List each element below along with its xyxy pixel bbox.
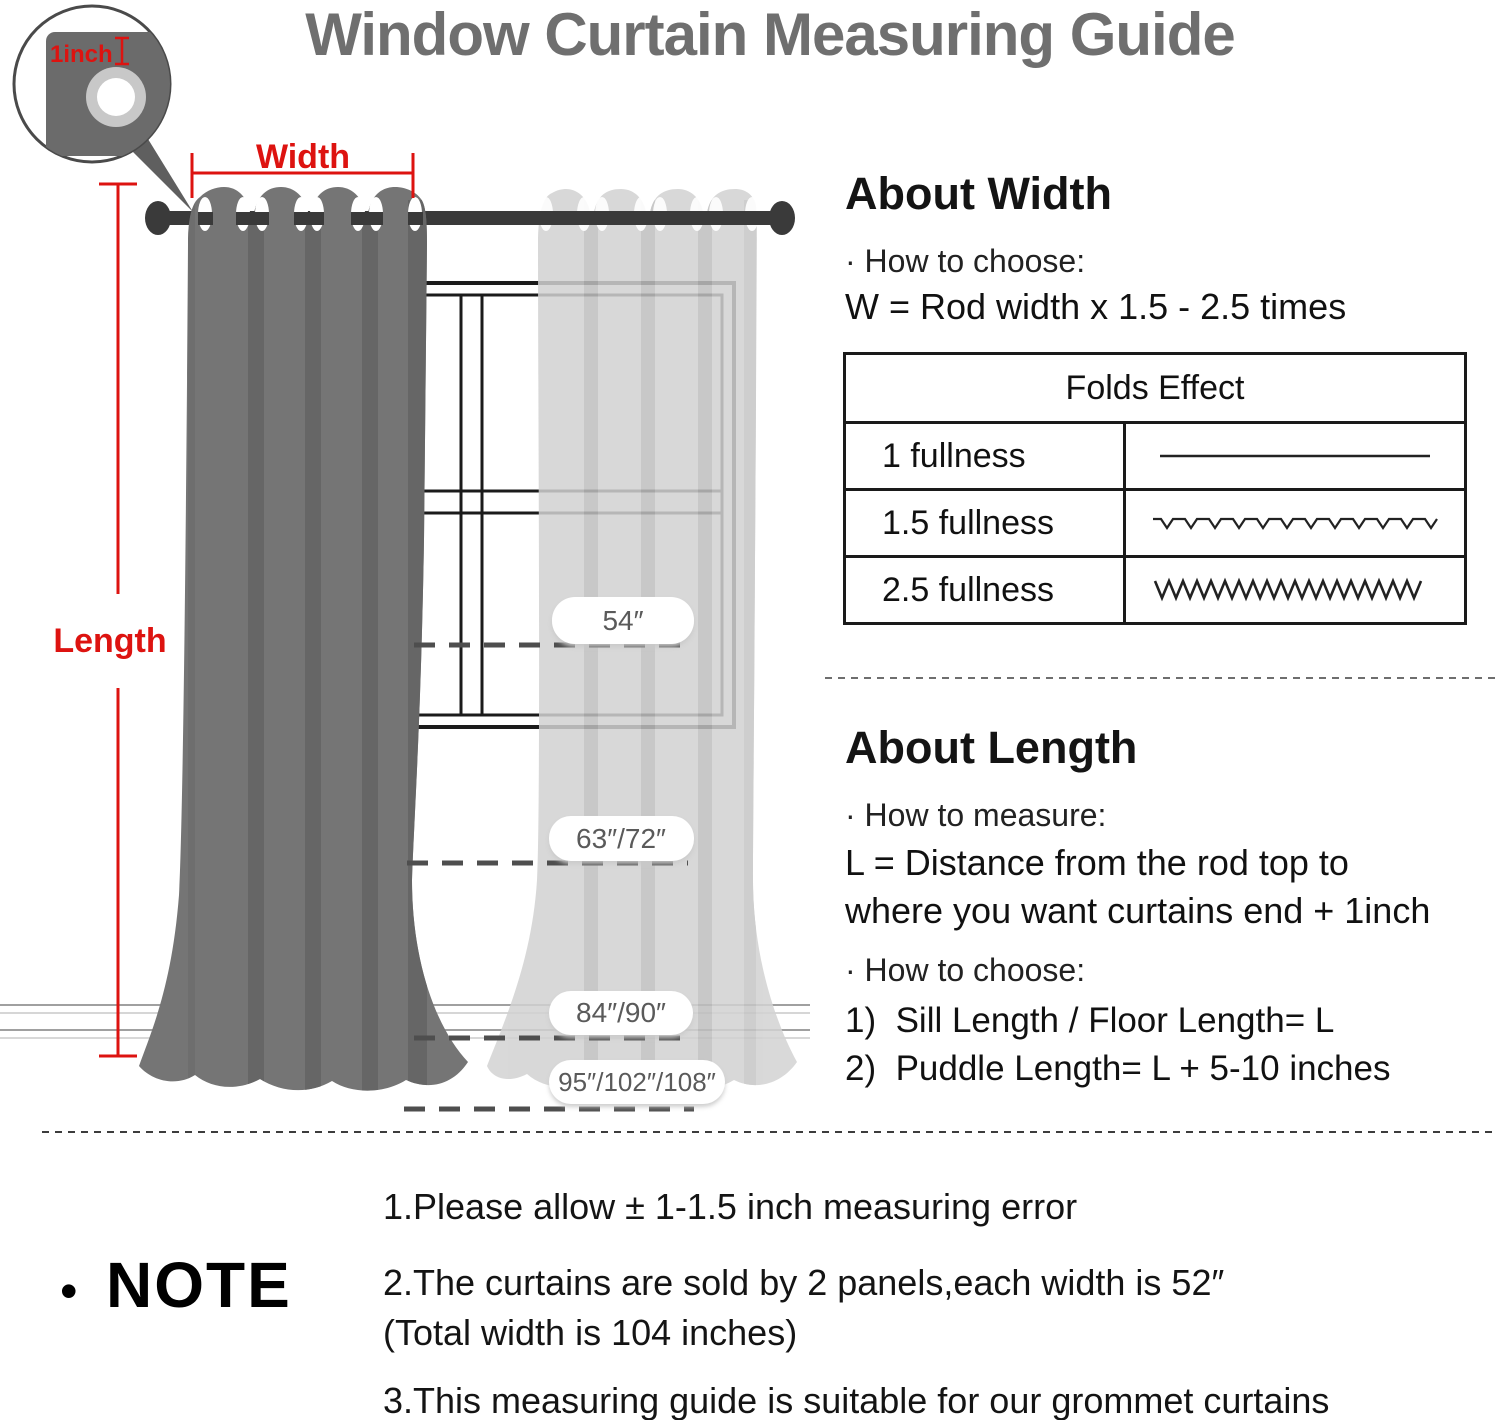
length-label: Length (53, 622, 167, 660)
note-item-2: 2.The curtains are sold by 2 panels,each width is 52″ (383, 1262, 1225, 1303)
fold-line-wavy (1126, 491, 1464, 555)
about-length-heading: About Length (845, 722, 1138, 773)
rod-finial-left (145, 201, 171, 235)
page-title: Window Curtain Measuring Guide (305, 1, 1235, 68)
length-option-2: 2) Puddle Length= L + 5-10 inches (845, 1049, 1391, 1088)
table-row (846, 491, 1464, 558)
note-item-1: 1.Please allow ± 1-1.5 inch measuring error (383, 1186, 1078, 1227)
table-row (846, 424, 1464, 491)
magnifier-pointer (133, 139, 193, 212)
about-length-how-to-choose: · How to choose: (845, 952, 1086, 988)
section-divider (825, 677, 1497, 679)
one-inch-label: 1inch (50, 41, 113, 68)
note-item-3: 3.This measuring guide is suitable for our grommet curtains (383, 1380, 1330, 1420)
rod-finial-right (769, 201, 795, 235)
about-length-how-to-measure: · How to measure: (845, 797, 1107, 833)
fullness-1-label: 1 fullness (846, 424, 1126, 488)
length-formula-line1: L = Distance from the rod top to (845, 842, 1349, 883)
length-formula-line2: where you want curtains end + 1inch (845, 890, 1431, 931)
fullness-2-5-label: 2.5 fullness (846, 558, 1126, 622)
table-row (846, 558, 1464, 622)
length-option-1: 1) Sill Length / Floor Length= L (845, 1001, 1335, 1040)
width-formula: W = Rod width x 1.5 - 2.5 times (845, 286, 1347, 327)
note-label: NOTE (106, 1249, 292, 1321)
about-width-how-to-choose: · How to choose: (845, 243, 1086, 279)
about-width-heading: About Width (845, 168, 1112, 219)
curtain-diagram (0, 0, 820, 1140)
width-label: Width (255, 138, 351, 176)
length-annotation (99, 184, 137, 1056)
fullness-1-5-label: 1.5 fullness (846, 491, 1126, 555)
bottom-divider (42, 1131, 1498, 1133)
size-label-54: 54″ (602, 605, 644, 636)
note-item-2b: (Total width is 104 inches) (383, 1312, 798, 1353)
size-label-95-102-108: 95″/102″/108″ (558, 1067, 716, 1097)
fold-line-straight (1126, 424, 1464, 488)
note-bullet: • (60, 1263, 78, 1319)
size-label-63-72: 63″/72″ (576, 823, 666, 854)
grommet-magnifier (14, 6, 193, 212)
size-label-84-90: 84″/90″ (576, 997, 666, 1028)
folds-table-header: Folds Effect (846, 355, 1464, 424)
fold-line-dense-zigzag (1126, 558, 1464, 622)
folds-effect-table (843, 352, 1467, 625)
